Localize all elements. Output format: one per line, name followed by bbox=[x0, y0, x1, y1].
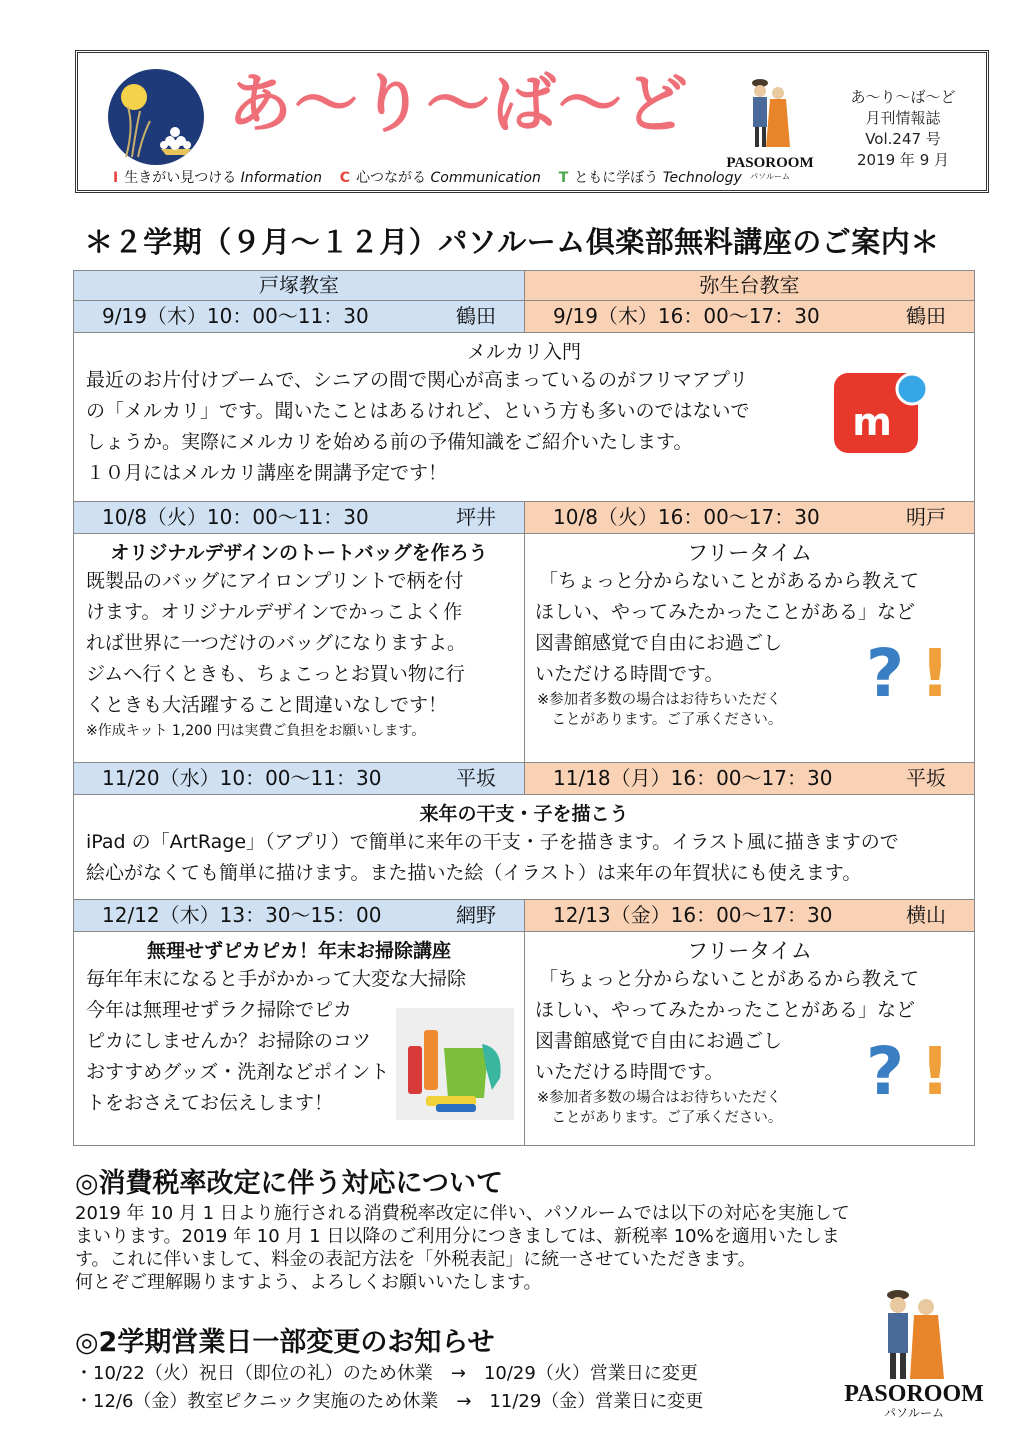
tagline-jp: 生きがい見つける bbox=[124, 170, 237, 186]
classroom-header-row bbox=[73, 270, 975, 301]
tagline-jp: 心つながる bbox=[356, 170, 427, 186]
date-cell-right bbox=[524, 899, 975, 932]
course-text: れば世界に一つだけのバッグになりますよ。 bbox=[86, 632, 467, 654]
course-row bbox=[73, 931, 975, 1146]
course-title: フリータイム bbox=[687, 541, 812, 565]
course-title: 来年の干支・子を描こう bbox=[419, 803, 629, 825]
course-text: おすすめグッズ・洗剤などポイント bbox=[86, 1061, 390, 1083]
classroom-yayoidai: 弥生台教室 bbox=[524, 270, 975, 301]
tagline-letter: C bbox=[339, 170, 351, 186]
logo-kana: パソルーム bbox=[883, 1406, 945, 1420]
tax-text: まいります。2019 年 10 月 1 日以降のご利用分につきましては、新税率 10%を適用いたしま bbox=[75, 1226, 840, 1247]
session-date: 11/18（月）16：00〜17：30 bbox=[553, 766, 833, 790]
course-text: １０月にはメルカリ講座を開講予定です！ bbox=[86, 462, 448, 484]
instructor: 横山 bbox=[906, 903, 946, 927]
page-title: ＊２学期（９月〜１２月）パソルーム倶楽部無料講座のご案内＊ bbox=[84, 225, 940, 259]
course-text: 毎年年末になると手がかかって大変な大掃除 bbox=[86, 968, 467, 990]
course-row bbox=[73, 332, 975, 502]
course-text: いただける時間です。 bbox=[535, 663, 724, 685]
issue-line: Vol.247 号 bbox=[865, 130, 941, 148]
course-note: ※作成キット 1,200 円は実費ご負担をお願いします。 bbox=[86, 723, 426, 739]
course-text: 「ちょっと分からないことがあるから教えて bbox=[539, 570, 920, 592]
course-cell-tote bbox=[73, 533, 525, 763]
pasoroom-logo-large bbox=[830, 1285, 1000, 1420]
course-text: トをおさえてお伝えします！ bbox=[86, 1092, 334, 1114]
business-change-list bbox=[75, 1360, 703, 1416]
course-note: ことがあります。ご了承ください。 bbox=[537, 1110, 783, 1126]
tagline-en: Technology bbox=[662, 170, 742, 186]
session-date: 9/19（木）16：00〜17：30 bbox=[553, 304, 820, 328]
course-row bbox=[73, 794, 975, 900]
cleaning-supplies-image bbox=[396, 1008, 514, 1120]
course-note: ※参加者多数の場合はお待ちいただく bbox=[537, 692, 782, 708]
logo-text: PASOROOM bbox=[844, 1381, 984, 1407]
tagline-jp: ともに学ぼう bbox=[574, 170, 659, 186]
course-text: 既製品のバッグにアイロンプリントで柄を付 bbox=[86, 570, 464, 592]
masthead-box bbox=[75, 50, 989, 193]
question-exclamation-icon bbox=[855, 1032, 955, 1102]
moon-viewing-icon bbox=[106, 67, 206, 167]
course-cell-freetime bbox=[524, 533, 975, 763]
course-title: メルカリ入門 bbox=[466, 341, 581, 363]
session-date: 10/8（火）16：00〜17：30 bbox=[553, 505, 820, 529]
date-row bbox=[73, 762, 975, 795]
tagline-letter: I bbox=[113, 170, 119, 186]
tax-text: 何とぞご理解賜りますよう、よろしくお願いいたします。 bbox=[75, 1272, 542, 1293]
course-cell-artrage bbox=[73, 794, 975, 900]
course-text: 図書館感覚で自由にお過ごし bbox=[535, 632, 783, 654]
tagline bbox=[113, 169, 742, 187]
date-cell-right bbox=[524, 501, 975, 534]
course-text: ほしい、やってみたかったことがある」など bbox=[535, 999, 916, 1021]
masthead-title: あ〜り〜ば〜ど bbox=[228, 68, 690, 142]
issue-line: あ〜り〜ば〜ど bbox=[850, 88, 956, 106]
business-section-title: ◎2学期営業日一部変更のお知らせ bbox=[75, 1327, 495, 1358]
date-cell-left bbox=[73, 899, 525, 932]
course-text: くときも大活躍すること間違いなしです！ bbox=[86, 694, 448, 716]
course-text: ピカにしませんか？お掃除のコツ bbox=[86, 1030, 372, 1052]
svg-text:m: m bbox=[852, 400, 892, 444]
session-date: 10/8（火）10：00〜11：30 bbox=[102, 505, 369, 529]
instructor: 鶴田 bbox=[906, 304, 946, 328]
logo-text: PASOROOM bbox=[726, 155, 814, 171]
list-item: ・12/6（金）教室ピクニック実施のため休業 → 11/29（金）営業日に変更 bbox=[75, 1391, 704, 1412]
course-text: 絵心がなくても簡単に描けます。また描いた絵（イラスト）は来年の年賀状にも使えます。 bbox=[86, 862, 862, 884]
date-cell-left bbox=[73, 762, 525, 795]
course-cell-freetime bbox=[524, 931, 975, 1146]
date-cell-left bbox=[73, 501, 525, 534]
instructor: 鶴田 bbox=[456, 304, 496, 328]
svg-text:!: ! bbox=[919, 635, 951, 704]
tax-section-title: ◎消費税率改定に伴う対応について bbox=[75, 1168, 504, 1199]
instructor: 坪井 bbox=[456, 505, 496, 529]
instructor: 網野 bbox=[456, 903, 496, 927]
course-note: ことがあります。ご了承ください。 bbox=[537, 712, 783, 728]
session-date: 11/20（水）10：00〜11：30 bbox=[102, 766, 382, 790]
course-text: ほしい、やってみたかったことがある」など bbox=[535, 601, 916, 623]
instructor: 平坂 bbox=[906, 766, 946, 790]
course-text: いただける時間です。 bbox=[535, 1061, 724, 1083]
session-date: 12/13（金）16：00〜17：30 bbox=[553, 903, 833, 927]
instructor: 明戸 bbox=[906, 505, 946, 529]
course-cell-mercari bbox=[73, 332, 975, 502]
date-row bbox=[73, 300, 975, 333]
session-date: 9/19（木）10：00〜11：30 bbox=[102, 304, 369, 328]
svg-text:?: ? bbox=[865, 1033, 905, 1102]
course-text: 今年は無理せずラク掃除でピカ bbox=[86, 999, 353, 1021]
date-cell-left bbox=[73, 300, 525, 333]
course-text: 「ちょっと分からないことがあるから教えて bbox=[539, 968, 920, 990]
course-text: けます。オリジナルデザインでかっこよく作 bbox=[86, 601, 463, 623]
tagline-en: Communication bbox=[430, 170, 541, 186]
instructor: 平坂 bbox=[456, 766, 496, 790]
course-text: 最近のお片付けブームで、シニアの間で関心が高まっているのがフリマアプリ bbox=[86, 369, 749, 391]
date-row bbox=[73, 501, 975, 534]
course-title: 無理せずピカピカ！年末お掃除講座 bbox=[146, 940, 451, 962]
logo-kana: パソルーム bbox=[750, 172, 790, 181]
svg-text:!: ! bbox=[919, 1033, 951, 1102]
session-date: 12/12（木）13：30〜15：00 bbox=[102, 903, 382, 927]
classroom-totsuka: 戸塚教室 bbox=[73, 270, 525, 301]
tax-text: す。これに伴いまして、料金の表記方法を「外税表記」に統一させていただきます。 bbox=[75, 1249, 756, 1270]
course-text: ジムへ行くときも、ちょこっとお買い物に行 bbox=[86, 663, 465, 685]
course-title: フリータイム bbox=[687, 939, 812, 963]
course-note: ※参加者多数の場合はお待ちいただく bbox=[537, 1090, 782, 1106]
tax-section-body bbox=[75, 1202, 985, 1294]
course-text: しょうか。実際にメルカリを始める前の予備知識をご紹介いたします。 bbox=[86, 431, 693, 453]
schedule-table bbox=[73, 270, 975, 1146]
tagline-letter: T bbox=[558, 170, 569, 186]
date-cell-right bbox=[524, 762, 975, 795]
date-cell-right bbox=[524, 300, 975, 333]
tagline-en: Information bbox=[240, 170, 322, 186]
course-text: 図書館感覚で自由にお過ごし bbox=[535, 1030, 783, 1052]
course-row bbox=[73, 533, 975, 763]
course-title: オリジナルデザインのトートバッグを作ろう bbox=[110, 542, 488, 564]
svg-text:?: ? bbox=[865, 635, 905, 704]
issue-line: 月刊情報誌 bbox=[865, 109, 941, 127]
issue-info bbox=[838, 87, 968, 171]
issue-line: 2019 年 9 月 bbox=[856, 151, 950, 169]
course-text: iPad の「ArtRage」（アプリ）で簡単に来年の干支・子を描きます。イラスト風に描きますので bbox=[86, 831, 899, 853]
course-text: の「メルカリ」です。聞いたことはあるけれど、という方も多いのではないで bbox=[86, 400, 750, 422]
question-exclamation-icon bbox=[855, 634, 955, 704]
list-item: ・10/22（火）祝日（即位の礼）のため休業 → 10/29（火）営業日に変更 bbox=[75, 1363, 698, 1384]
tax-text: 2019 年 10 月 1 日より施行される消費税率改定に伴い、パソルームでは以下の対応を実施して bbox=[75, 1203, 850, 1224]
mercari-logo-icon bbox=[832, 371, 932, 456]
pasoroom-logo bbox=[710, 71, 830, 181]
course-cell-cleaning bbox=[73, 931, 525, 1146]
date-row bbox=[73, 899, 975, 932]
